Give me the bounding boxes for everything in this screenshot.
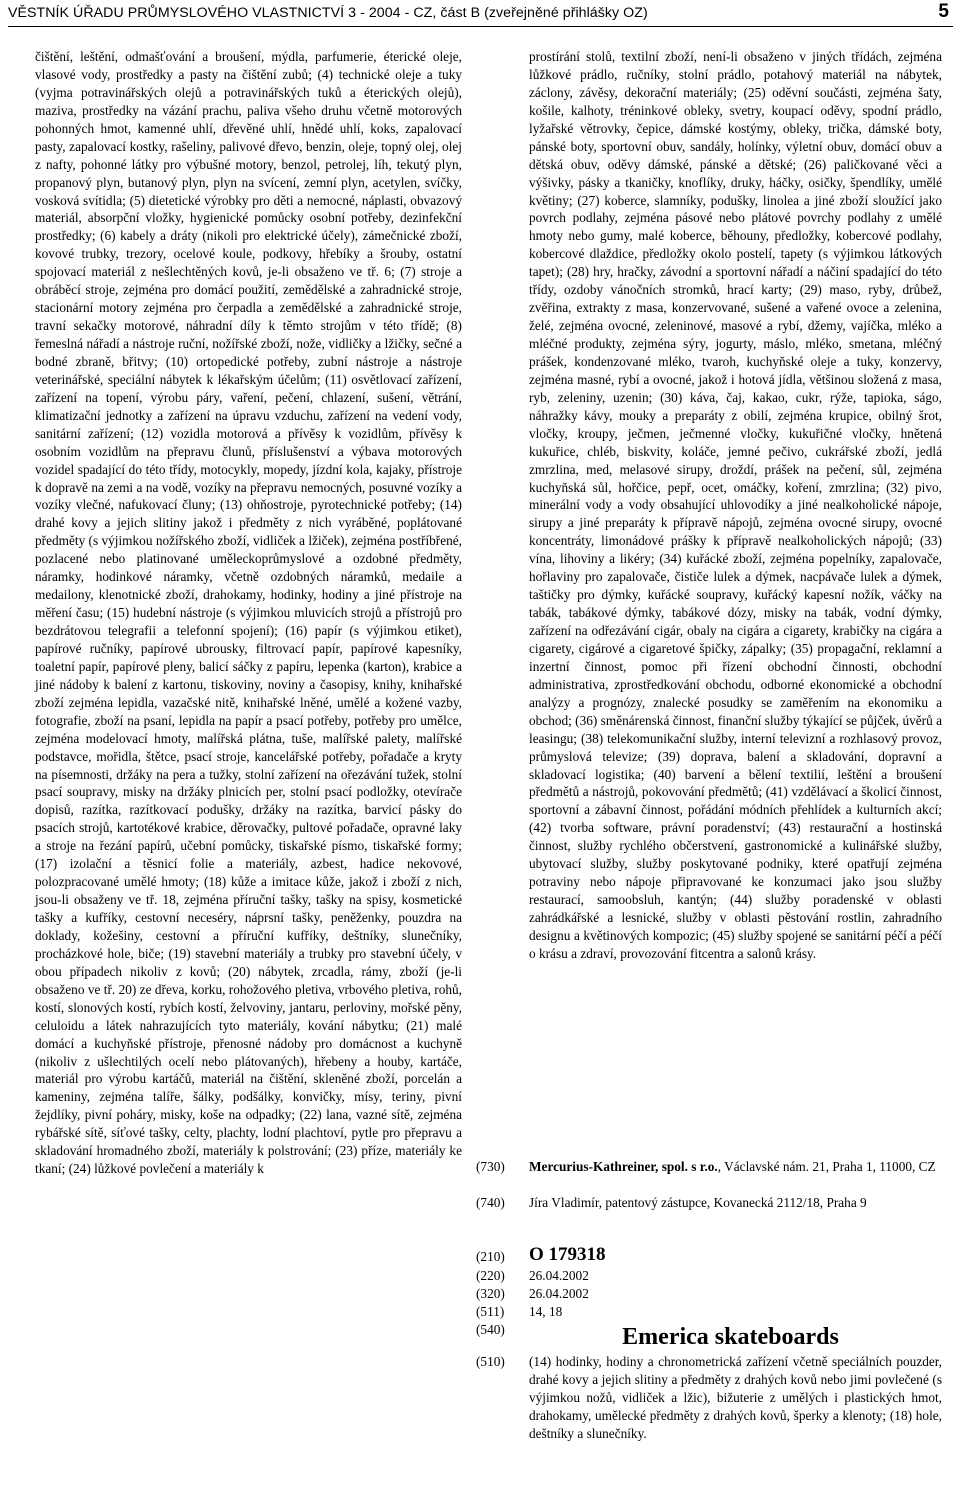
owner-address: , Václavské nám. 21, Praha 1, 11000, CZ (717, 1159, 936, 1174)
page-number: 5 (938, 1, 949, 22)
right-column-text: prostírání stolů, textilní zboží, není-li obsaženo v jiných třídách, zejména lůžkové prádlo, ručníky, stolní prádlo, potahový materiál na nábytek, záclony, závěsy, dekorační materiály; (25) oděvní součásti, zejména šaty, košile, kalhoty, tréninkové obleky, svetry, koupací oděvy, spodní prádlo, lyžařské větrovky, čepice, dámské kostýmy, obleky, trička, dámské boty, pánské boty, sportovní obuv, sandály, holínky, výletní obuv, domácí obuv a dětská obuv, oděvy dámské, pánské a dětské; (26) paličkované věci a výšivky, pásky a tkaničky, knoflíky, druky, háčky, osičky, špendlíky, umělé květiny; (27) koberce, slamníky, podušky, linolea a jiné zboží sloužící jako povrch podlahy, zejména pásové nebo plátové povrchy podlahy z umělé hmoty nebo gumy, malé koberce, běhouny, předložky, kobercové podlahy, kobercové dlaždice, předložky okolo postelí, tapety (s výjimkou látkových tapet); (28) hry, hračky, závodní a sportovní nářadí a náčiní spadající do této třídy, ozdoby vánočních stromků, hrací karty; (29) maso, ryby, drůbež, zvěřina, extrakty z masa, konzervované, sušené a vařené ovoce a zelenina, želé, zejména ovocné, zeleninové, masové a rybí, džemy, vajíčka, mléko a mléčné produkty, zejména sýry, jogurty, máslo, mléko, smetana, mléčný prášek, kondenzované mléko, tvaroh, kuchyňské oleje a tuky, konzervy, zejména masné, rybí a ovocné, jakož i hotová jídla, většinou složená z masa, ryb, zeleniny, uzenin; (30) káva, čaj, kakao, cukr, rýže, tapioka, ságo, náhražky kávy, mouky a preparáty z obilí, zejména krupice, obilný šrot, vločky, kroupy, ječmen, ječmenné vločky, kukuřičné vločky, hnětená kukuřice, chléb, biskvity, koláče, jemné pečivo, cukrářské zboží, jedlá zmrzlina, med, melasové sirupy, droždí, prášek na pečení, sůl, zejména kuchyňská sůl, hořčice, pepř, ocet, omáčky, koření, zmrzlina; (32) pivo, minerální vody a vody obsahující uhlovodíky a jiné nealkoholické nápoje, sirupy a jiné preparáty k přípravě nápojů, zejména ovocné sirupy, ovocné koncentráty, limonádové prášky k přípravě nealkoholických nápojů; (33) vína, lihoviny a likéry; (34) kuřácké zboží, zejména popelníky, zapalovače, hořlaviny pro zapalovače, čističe lulek a dýmek, nacpávače lulek a dýmek, taštičky pro dýmky, kuřácké soupravy, kuřácký kapesní nožík, váčky na tabák, tabákové dýmky, tabákové dózy, misky na tabák, vodní dýmky, zařízení na odřezávání cigár, obaly na cigára a cigarety, krabičky na cigára a cigarety, cigárové a cigaretové špičky, zápalky; (35) propagační, reklamní a inzertní činnost, pomoc při řízení obchodní činnosti, obchodní administrativa, zprostředkování obchodu, odborné ekonomické a obchodní analýzy a prognózy, znalecké posudky se zaměřením na ekonomiku a obchod; (36) směnárenská činnost, finanční služby týkající se půjček, úvěrů a leasingu; (38) telekomunikační služby, interní televizní a rozhlasový provoz, průmyslová televize; (39) doprava, balení a skladování, dopravní a skladovací logistika; (40) barvení a bělení textilií, leštění a broušení předmětů a nástrojů, pokovování předmětů; (41) vzdělávací a školicí činnost, sportovní a zábavní činnost, pořádání módních přehlídek a kulturních akcí; (42) tvorba software, právní poradenství; (43) restaurační a hostinská činnost, služby rychlého občerstvení, gastronomické a kulinářské služby, ubytovací služby, služby poskytované podniky, které opatřují zejména potraviny nebo nápoje připravované ke konzumaci jako jsou služby restaurací, samoobsluh, kantýn; (44) služby poradenské v oblasti zahrádkářské a lesnické, služby v oblasti pěstování rostlin, zahradního designu a květinových kompozic; (45) služby spojené se sanitární péčí a péčí o krásu a zdraví, provozování fitcentra a salonů krásy. (529, 49, 942, 961)
owner-name: Mercurius-Kathreiner, spol. s r.o. (529, 1159, 718, 1174)
code-540: (540) (476, 1322, 505, 1337)
journal-title: VĚSTNÍK ÚŘADU PRŮMYSLOVÉHO VLASTNICTVÍ 3 - 2004 - CZ, část B (zveřejněné přihlášky OZ) (8, 5, 648, 21)
agent-code: (740) (476, 1195, 505, 1210)
priority-date: 26.04.2002 (529, 1286, 589, 1301)
code-210: (210) (476, 1249, 505, 1264)
owner-code: (730) (476, 1159, 505, 1174)
application-number: O 179318 (529, 1244, 606, 1265)
code-511: (511) (476, 1304, 505, 1319)
code-320: (320) (476, 1286, 505, 1301)
left-column-text: čištění, leštění, odmašťování a broušení, mýdla, parfumerie, éterické oleje, vlasové vody, prostředky a pasty na čištění zubů; (4) technické oleje a tuky (vyjma potravinářských olejů a potravinářských tuků a éterických olejů), maziva, prostředky na vázání prachu, paliva všeho druhu včetně motorových pohonných hmot, kamenné uhlí, dřevěné uhlí, hnědé uhlí, koks, zapalovací pasty, zapalovací kostky, rašeliny, palivové dřevo, benzin, oleje, topný olej, olej z nafty, pohonné látky pro výbušné motory, benzol, petrolej, líh, tekutý plyn, propanový plyn, butanový plyn, plyn na svícení, zemní plyn, acetylen, svíčky, vosková svítidla; (5) dietetické výrobky pro děti a nemocné, náplasti, obvazový materiál, absorpční vložky, hygienické pomůcky osobní potřeby, dezinfekční prostředky; (6) kabely a dráty (nikoli pro elektrické účely), zámečnické zboží, kovové trubky, trezory, ocelové koule, podkovy, hřebíky a šrouby, ostatní spojovací materiál z nešlechtěných kovů, je-li obsaženo ve tř. 6; (7) stroje a obráběcí stroje, zejména pro domácí použití, zemědělské a zahradnické stroje, stacionární motory zejména pro čerpadla a zemědělské a zahradnické stroje, travní sekačky motorové, náhradní díly k těmto strojům v této třídě; (8) řemeslná nářadí a nástroje ruční, nožířské zboží, nože, vidličky a lžičky, sečné a bodné zbraně, břitvy; (10) ortopedické potřeby, zubní nástroje a nástroje veterinářské, speciální nábytek k lékařským účelům; (11) osvětlovací zařízení, zařízení na topení, výrobu páry, vaření, pečení, chlazení, sušení, větrání, klimatizační jednotky a zařízení na úpravu vzduchu, zařízení na vedení vody, sanitární zařízení; (12) vozidla motorová a přívěsy k vozidlům, přívěsy k osobním vozidlům na přepravu člunů, příslušenství a výbava motorových vozidel spadající do této třídy, motocykly, mopedy, jízdní kola, kajaky, přístroje k dopravě na zemi a na vodě, vozíky na přepravu nemocných, posuvné vozíky a vozíky vlečné, nafukovací čluny; (13) ohňostroje, pyrotechnické potřeby; (14) drahé kovy a jejich slitiny jakož i předměty z nich vyráběné, poplátované předměty (s výjimkou nožířského zboží, vidliček a lžiček), zejména postříbřené, pozlacené nebo platinované uměleckoprůmyslové a ozdobné předměty, náramky, hodinkové náramky, včetně ozdobných náramků, medaile a medailony, klenotnické zboží, drahokamy, hodinky, hodiny a jiné přístroje na měření času; (15) hudební nástroje (s výjimkou mluvicích strojů a přístrojů pro bezdrátovou telegrafii a telefonní spojení); (16) papír (s výjimkou etiket), papírové ručníky, papírové ubrousky, filtrovací papír, papírové kapesníky, toaletní papír, papírové pleny, balicí sáčky z papíru, lepenka (karton), krabice a jiné nádoby k balení z kartonu, tiskoviny, noviny a časopisy, knihy, knihařské zboží zejména lepidla, vazačské nitě, knihařské lněné, umělé a kožené vazby, fotografie, zboží na psaní, lepidla na papír a psací potřeby, potřeby pro umělce, zejména modelovací hmoty, malířská plátna, tuše, malířské palety, malířské podstavce, mořidla, štětce, psací stroje, kancelářské potřeby, pořadače a kryty na písemnosti, držáky na pera a tužky, stolní zařízení na ořezávání tužek, stolní psací soupravy, misky na držáky plnicích per, stolní psací podložky, otevírače dopisů, razítka, razítkovací podušky, držáky na razítka, barvicí pásky do psacích strojů, kartotékové krabice, děrovačky, pultové pořadače, opravné laky a stroje na řezání papírů, učební pomůcky, tiskařské písmo, tiskařské formy; (17) izolační a těsnicí folie a materiály, azbest, hadice nekovové, polozpracované umělé hmoty; (18) kůže a imitace kůže, jakož i zboží z nich, jsou-li obsaženy ve tř. 18, zejména příruční tašky, tašky na spisy, kosmetické tašky a kufříky, cestovní neceséry, náprsní tašky, peněženky, pouzdra na doklady, kožešiny, cestovní a příruční kufříky, deštníky, slunečníky, procházkové hole, biče; (19) stavební materiály a trubky pro stavební účely, v obou případech nikoliv z kovů; (20) nábytek, zrcadla, rámy, zboží (je-li obsaženo ve tř. 20) ze dřeva, korku, rohožového pletiva, vrbového pletiva, rohů, kostí, slonových kostí, rybích kostí, želvoviny, jantaru, perloviny, mořské pěny, celuloidu a látek nahrazujících tyto materiály, kování nábytku; (21) malé domácí a kuchyňské přístroje, přenosné nádoby pro domácnost a kuchyně (nikoliv z ušlechtilých ocelí nebo plátovaných), hřebeny a houby, kartáče, materiál pro výrobu kartáčů, materiál na čištění, skleněné zboží, porcelán a kameniny, zejména talíře, šálky, podšálky, konvičky, mísy, teriny, pivní žejdlíky, pivní poháry, misky, koše na odpadky; (22) lana, vazné sítě, zejména rybářské sítě, síťové tašky, celty, plachty, lodní plachtoví, pytle pro přepravu a skladování hromadného zboží, materiály k polstrování; (23) příze, materiály ke tkaní; (24) lůžkové povlečení a materiály k (35, 49, 462, 1177)
filing-date: 26.04.2002 (529, 1268, 589, 1283)
page-header (8, 2, 953, 27)
goods-list: (14) hodinky, hodiny a chronometrická zařízení včetně speciálních pouzder, drahé kovy a jejich slitiny a předměty z drahých kovů nebo jimi povlečené (s výjimkou nožů, vidliček a lžic), bižuterie z umělých i plastických hmot, drahokamy, umělecké předměty z drahých kovů, šperky a klenoty; (18) hole, deštníky a slunečníky. (529, 1354, 942, 1441)
code-510: (510) (476, 1354, 505, 1369)
agent-value: Jíra Vladimír, patentový zástupce, Kovanecká 2112/18, Praha 9 (529, 1195, 867, 1210)
trademark-text: Emerica skateboards (622, 1324, 839, 1350)
owner-value (529, 1158, 942, 1176)
nice-classes: 14, 18 (529, 1304, 563, 1319)
code-220: (220) (476, 1268, 505, 1283)
